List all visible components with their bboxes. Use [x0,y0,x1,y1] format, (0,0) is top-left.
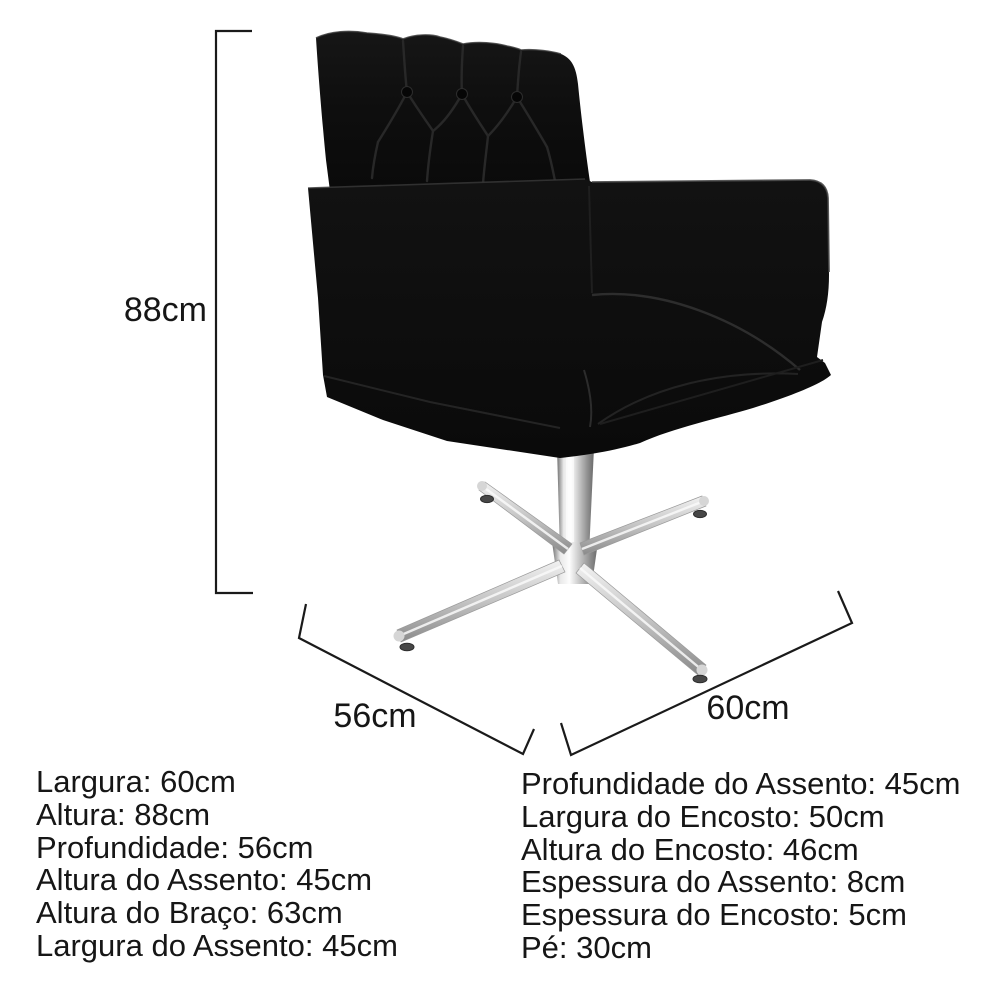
spec-line: Pé: 30cm [521,929,652,965]
spec-list-right [521,768,960,965]
spec-line: Profundidade: 56cm [36,829,314,865]
base-column-highlight [566,448,574,554]
spec-line: Altura do Assento: 45cm [36,862,373,898]
height-dimension-label: 88cm [123,291,207,329]
foot-glide [694,510,707,517]
spec-line: Espessura do Encosto: 5cm [521,897,907,933]
base-leg-back-right [580,496,709,555]
height-dimension-line [216,31,253,593]
spec-list-left [36,766,398,963]
base-leg-front-right [576,563,708,683]
spec-line: Espessura do Assento: 8cm [521,864,906,900]
tufting-button [402,87,413,98]
foot-glide [481,495,494,502]
swivel-base [394,448,710,683]
base-leg-front-left [394,560,566,651]
spec-line: Largura do Encosto: 50cm [521,798,885,834]
chair-backrest [316,31,590,191]
spec-line: Altura do Encosto: 46cm [521,831,859,867]
foot-glide [400,643,414,651]
tufting-button [457,89,468,100]
base-leg-back-left [477,481,572,554]
foot-glide [693,675,707,683]
spec-line: Altura: 88cm [36,796,211,832]
tufting-button [512,92,523,103]
width-dimension-label: 60cm [706,689,790,727]
spec-line: Largura: 60cm [36,764,236,799]
spec-line: Altura do Braço: 63cm [36,895,343,931]
spec-line: Profundidade do Assento: 45cm [521,766,961,801]
depth-dimension-label: 56cm [333,697,417,735]
chair-illustration [308,31,831,682]
chair-body [308,179,831,458]
spec-line: Largura do Assento: 45cm [36,927,398,963]
